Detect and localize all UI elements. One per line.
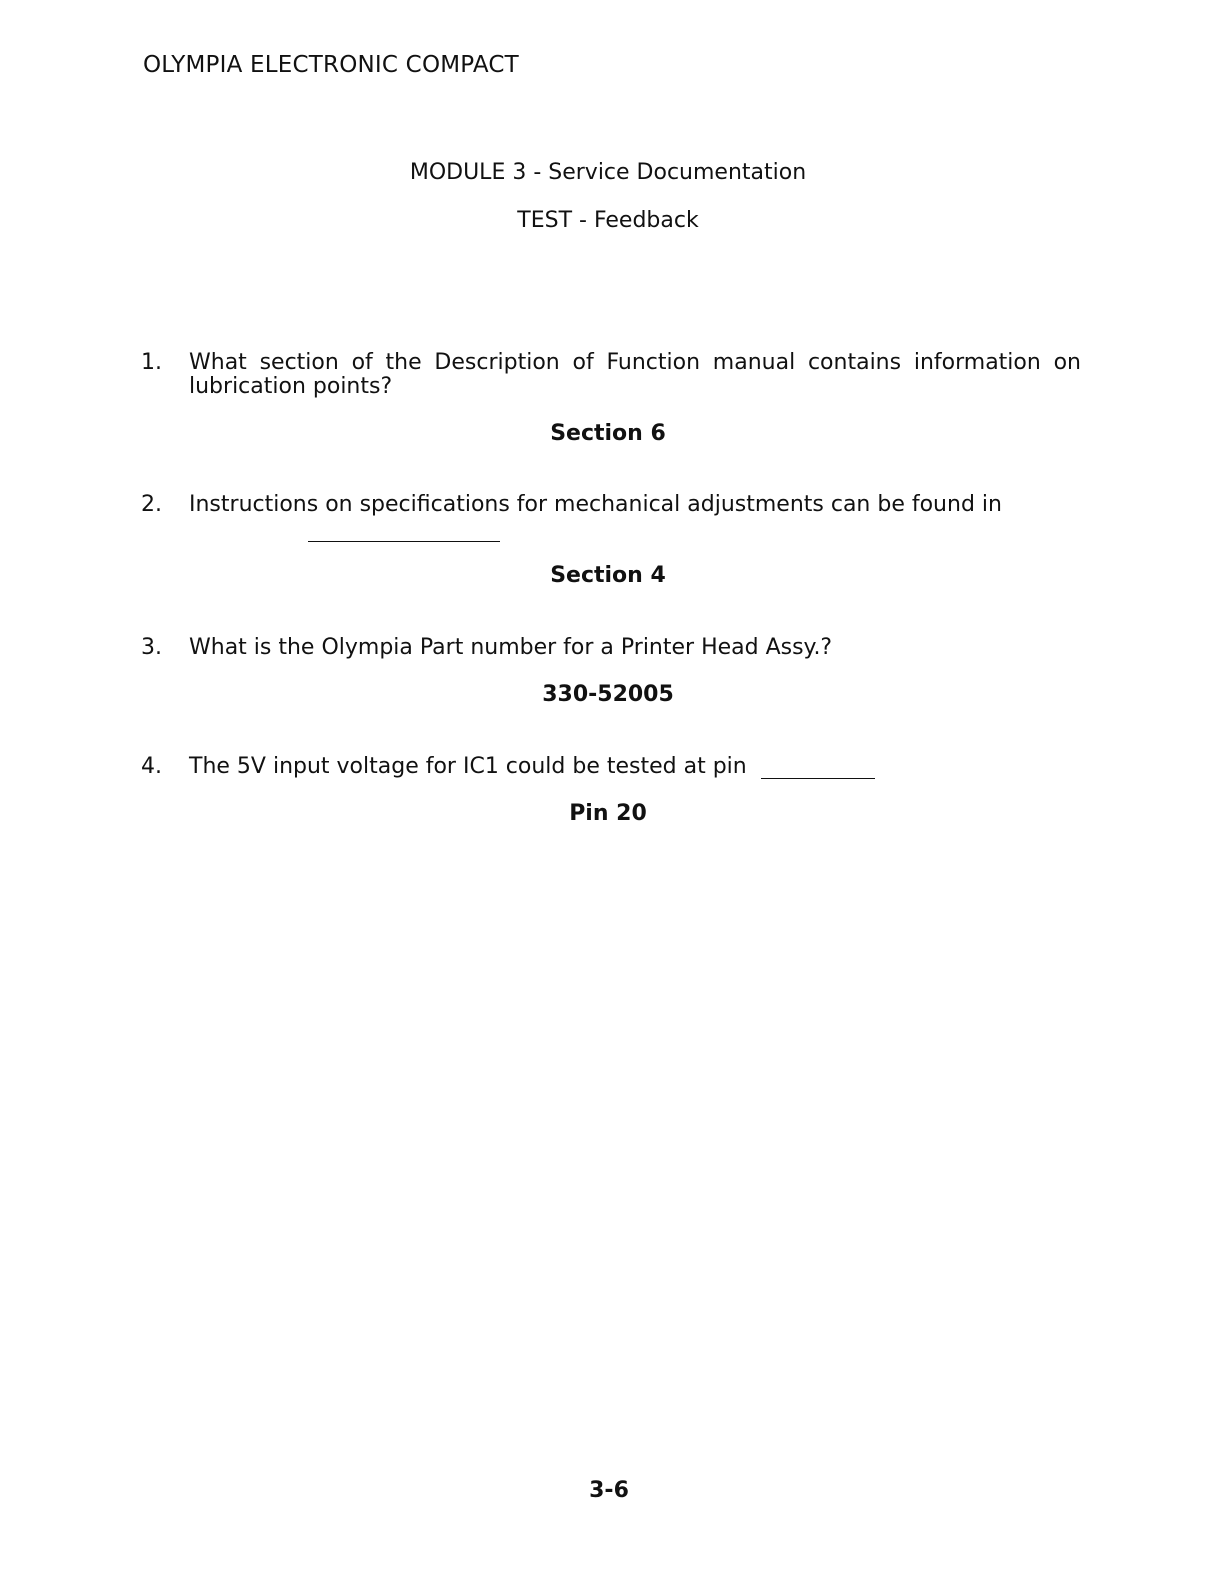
answer-2: Section 4	[550, 563, 666, 588]
question-text: What is the Olympia Part number for a Printer Head Assy.?	[189, 635, 833, 660]
module-title: MODULE 3 - Service Documentation	[409, 160, 807, 185]
answer-4: Pin 20	[569, 801, 647, 826]
answer-blank-line	[308, 541, 500, 542]
question-3	[141, 636, 1081, 660]
test-title: TEST - Feedback	[517, 208, 699, 233]
question-number: 4.	[141, 754, 162, 779]
question-text: The 5V input voltage for IC1 could be tested at pin	[189, 754, 747, 779]
question-number: 1.	[141, 350, 162, 375]
document-header: OLYMPIA ELECTRONIC COMPACT	[143, 52, 519, 78]
question-text: What section of the Description of Function manual contains information on lubrication points?	[189, 350, 1081, 399]
question-1	[141, 351, 1081, 399]
page-number: 3-6	[589, 1478, 629, 1503]
question-2	[141, 493, 1081, 517]
answer-1: Section 6	[550, 421, 666, 446]
answer-blank-line	[761, 778, 875, 779]
question-number: 3.	[141, 635, 162, 660]
question-4	[141, 755, 1081, 779]
question-number: 2.	[141, 492, 162, 517]
answer-3: 330-52005	[542, 682, 674, 707]
question-text: Instructions on specifications for mechanical adjustments can be found in	[189, 492, 1002, 517]
